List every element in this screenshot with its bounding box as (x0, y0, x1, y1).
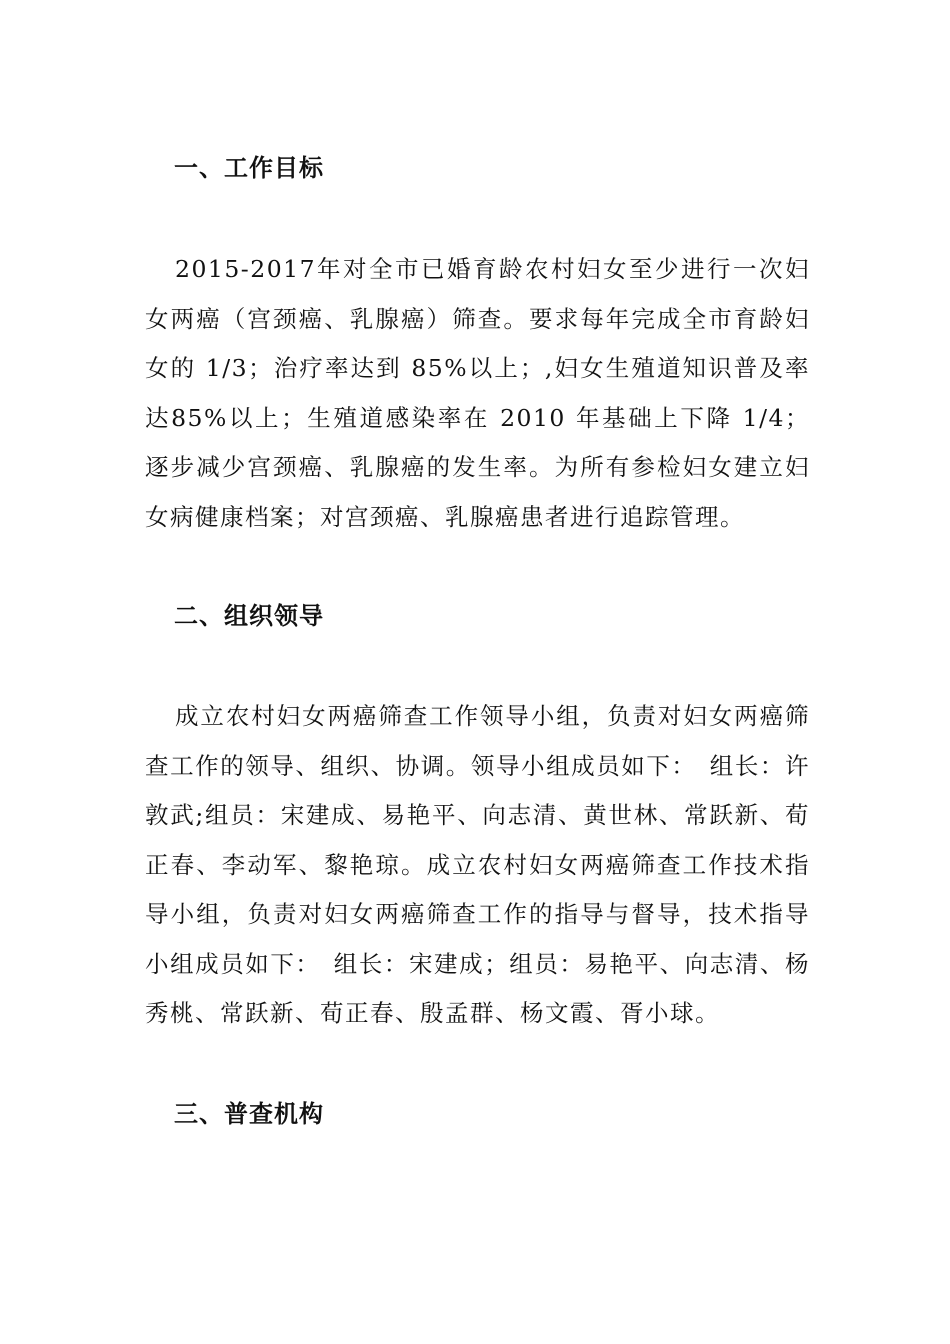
section-heading-screening-institutions: 三、普查机构 (174, 1100, 324, 1128)
section-heading-work-goals: 一、工作目标 (174, 154, 324, 182)
section-paragraph-work-goals: 2015-2017年对全市已婚育龄农村妇女至少进行一次妇女两癌（宫颈癌、乳腺癌）筛查。要求每年完成全市育龄妇女的 1/3；治疗率达到 85%以上；,妇女生殖道知识普及率达85%以上；生殖道感染率在 2010 年基础上下降 1/4；逐步减少宫颈癌、乳腺癌的发生率。为所有参检妇女建立妇女病健康档案；对宫颈癌、乳腺癌患者进行追踪管理。 (145, 255, 810, 531)
section-heading-organization: 二、组织领导 (174, 602, 324, 630)
section-paragraph-organization: 成立农村妇女两癌筛查工作领导小组，负责对妇女两癌筛查工作的领导、组织、协调。领导小组成员如下： 组长：许敦武;组员：宋建成、易艳平、向志清、黄世林、常跃新、荀正春、李动军、黎艳琼。成立农村妇女两癌筛查工作技术指导小组，负责对妇女两癌筛查工作的指导与督导，技术指导小组成员如下： 组长：宋建成；组员：易艳平、向志清、杨秀桃、常跃新、荀正春、殷孟群、杨文霞、胥小球。 (145, 702, 810, 1027)
